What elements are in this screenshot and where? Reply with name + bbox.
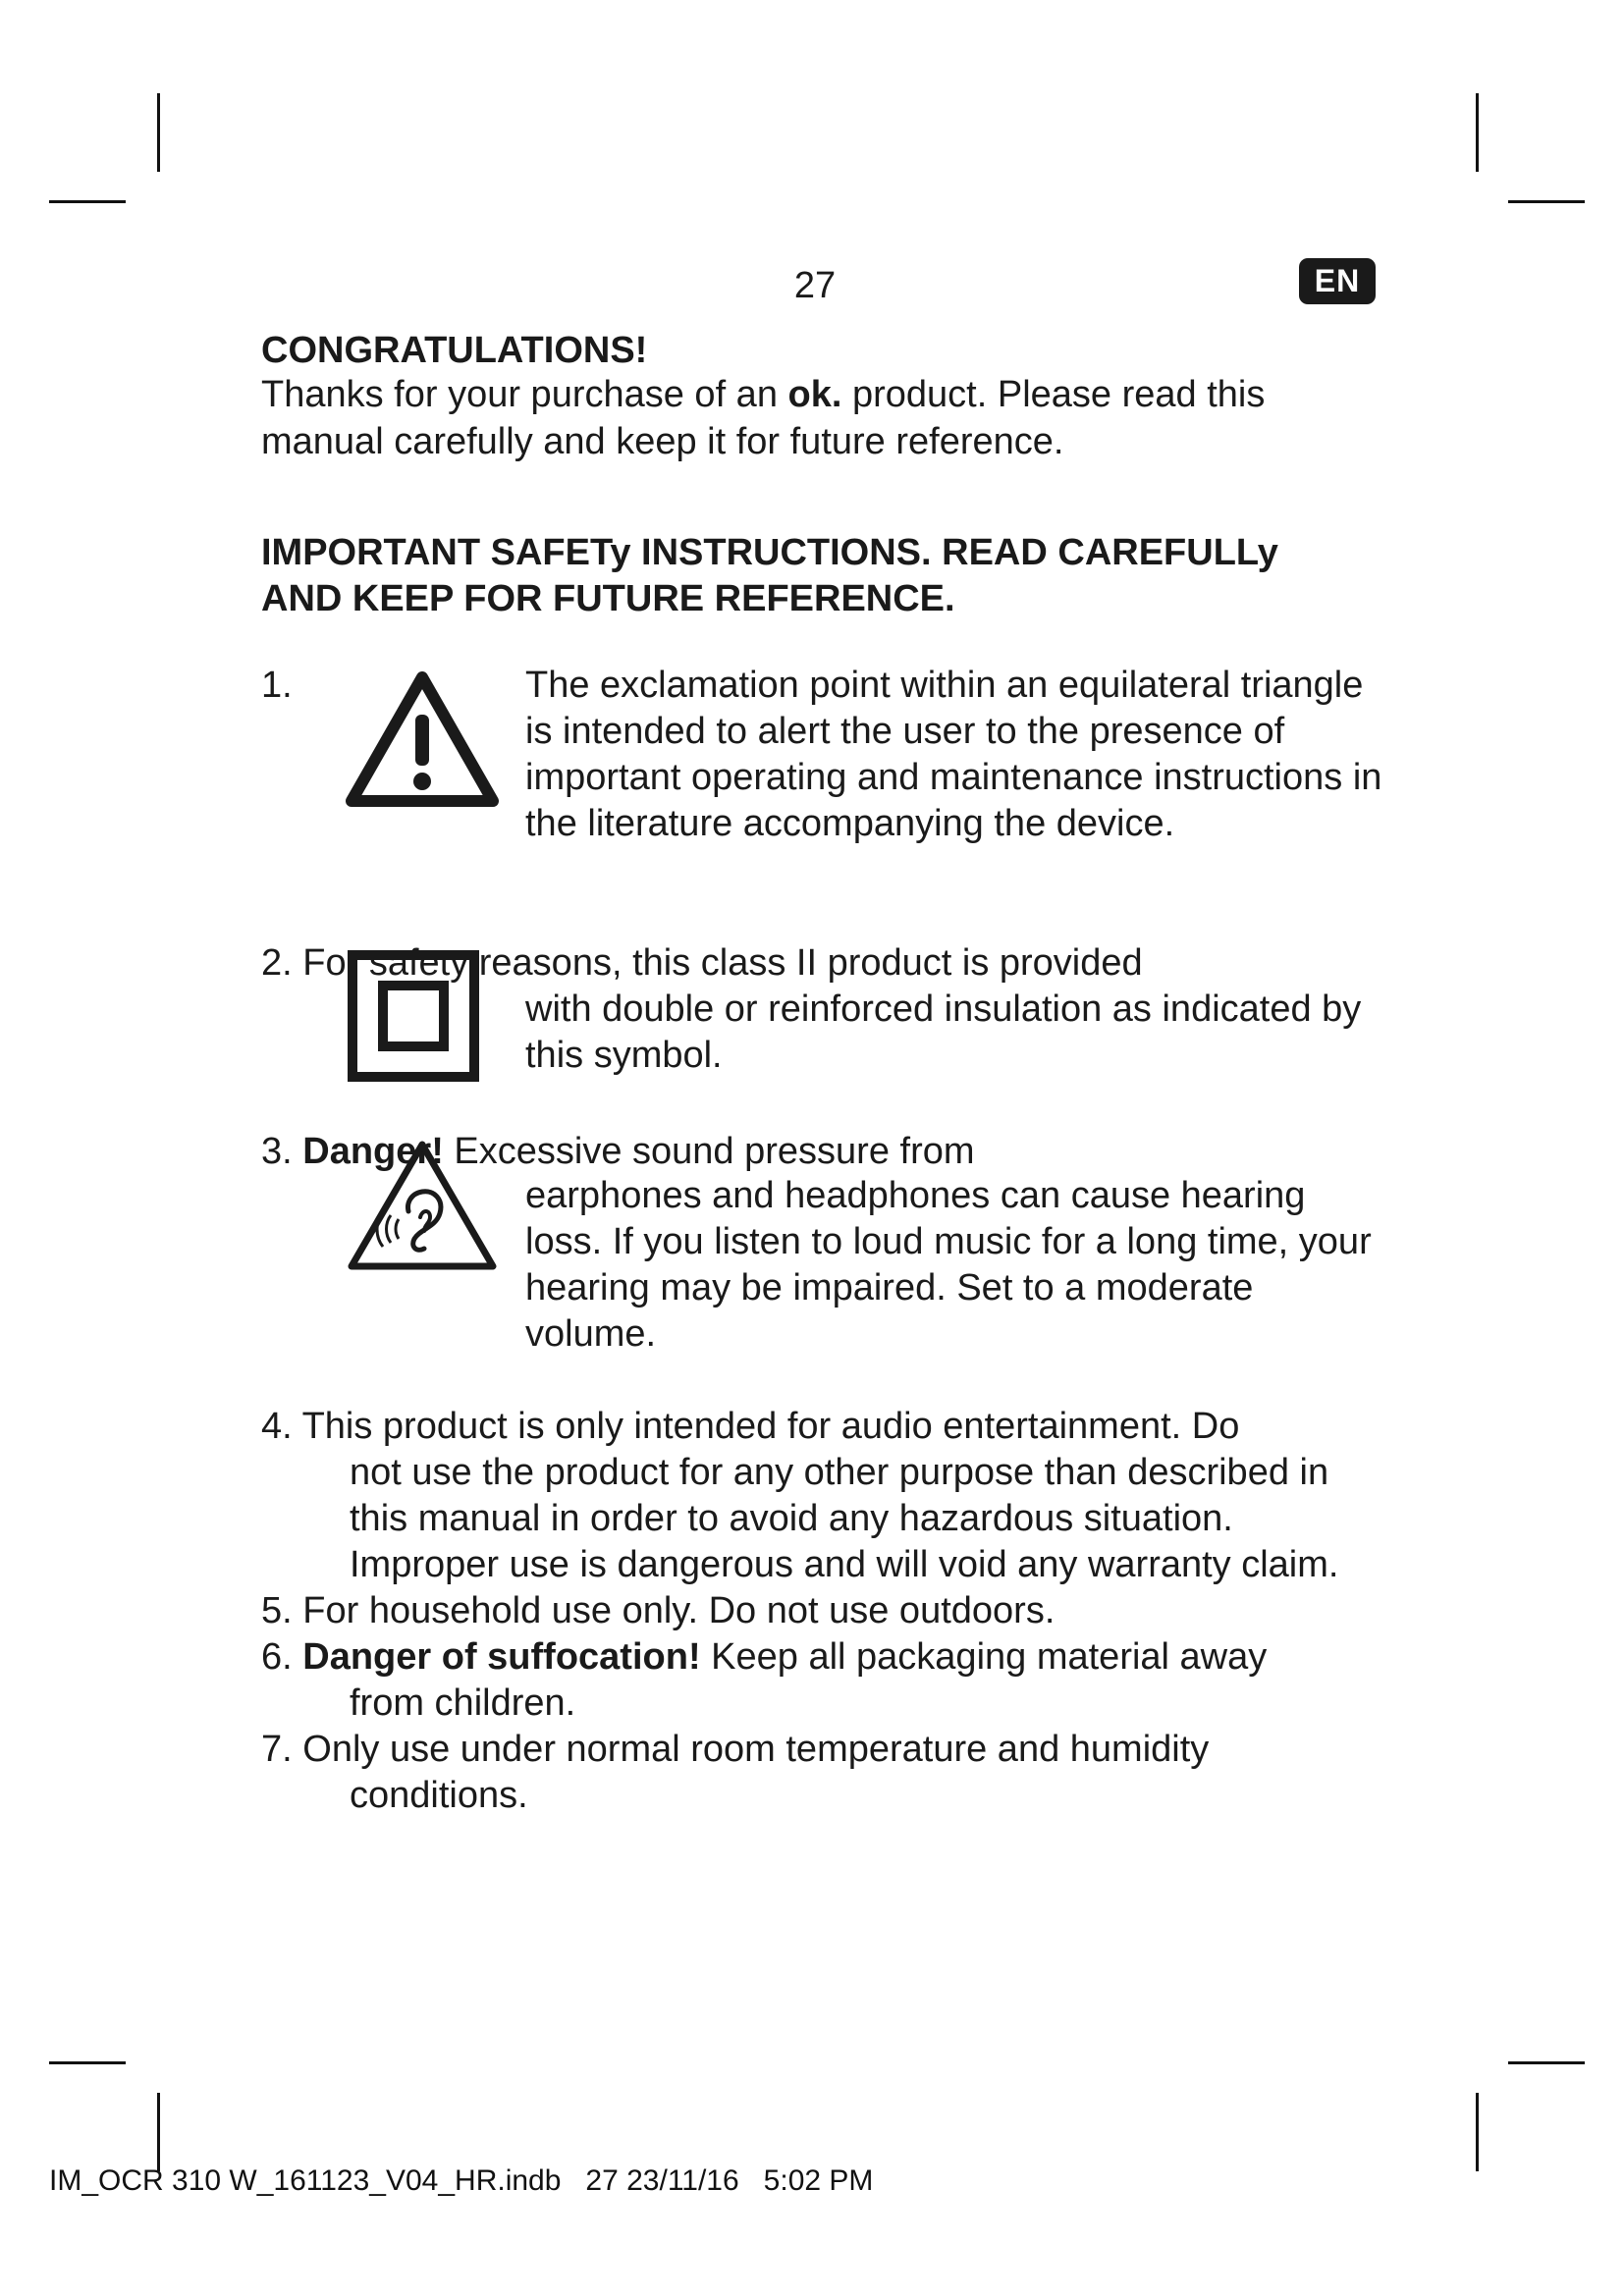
- crop-mark: [1508, 200, 1585, 203]
- safety-heading: IMPORTANT SAFETy INSTRUCTIONS. READ CAREFULLy AND KEEP FOR FUTURE REFERENCE.: [261, 532, 1278, 619]
- crop-mark: [1508, 2061, 1585, 2064]
- list-item: 4. This product is only intended for audio entertainment. Do not use the product for any other purpose than described in this manual in order to avoid any hazardous situation. Improper use is dangerous and will void any warranty claim.: [261, 1406, 1339, 1585]
- congratulations-title: CONGRATULATIONS!: [261, 330, 648, 371]
- hearing-warning-icon: [346, 1139, 499, 1274]
- intro-paragraph: Thanks for your purchase of an ok. product. Please read this manual carefully and keep it for future reference.: [261, 374, 1266, 462]
- item-number: 1.: [261, 665, 293, 706]
- warning-triangle-icon: [346, 671, 499, 809]
- item3-first-line: 3. Danger! Excessive sound pressure from: [261, 1131, 975, 1172]
- list-item: 7. Only use under normal room temperature and humidity conditions.: [261, 1729, 1210, 1816]
- list-item: 6. Danger of suffocation! Keep all packaging material away from children.: [261, 1636, 1268, 1724]
- crop-mark: [1476, 2093, 1479, 2171]
- item-number: 2.: [261, 942, 293, 984]
- crop-mark: [157, 2093, 160, 2171]
- crop-mark: [1476, 93, 1479, 172]
- item1-text: The exclamation point within an equilateral triangle is intended to alert the user to the presence of important operating and maintenance instructions in the literature accompanying the device.: [525, 665, 1382, 844]
- brand-name: ok.: [787, 374, 842, 415]
- page-number: 27: [793, 265, 837, 306]
- list-item: 5. For household use only. Do not use outdoors.: [261, 1590, 1056, 1631]
- class-ii-double-square-icon: [348, 950, 479, 1082]
- item2-first-line: 2. For safety reasons, this class II product is provided: [261, 942, 1143, 984]
- item2-text: with double or reinforced insulation as indicated by this symbol.: [525, 988, 1362, 1076]
- crop-mark: [49, 2061, 126, 2064]
- item-number: 3.: [261, 1131, 293, 1172]
- language-badge: EN: [1299, 258, 1376, 304]
- crop-mark: [157, 93, 160, 172]
- danger-label: Danger!: [302, 1131, 444, 1172]
- crop-mark: [49, 200, 126, 203]
- safety-list: [261, 1404, 1371, 1819]
- item3-text: earphones and headphones can cause hearing loss. If you listen to loud music for a long time, your hearing may be impaired. Set to a moderate volume.: [525, 1175, 1372, 1355]
- print-slug: IM_OCR 310 W_161123_V04_HR.indb 27 23/11/16 5:02 PM: [49, 2164, 874, 2197]
